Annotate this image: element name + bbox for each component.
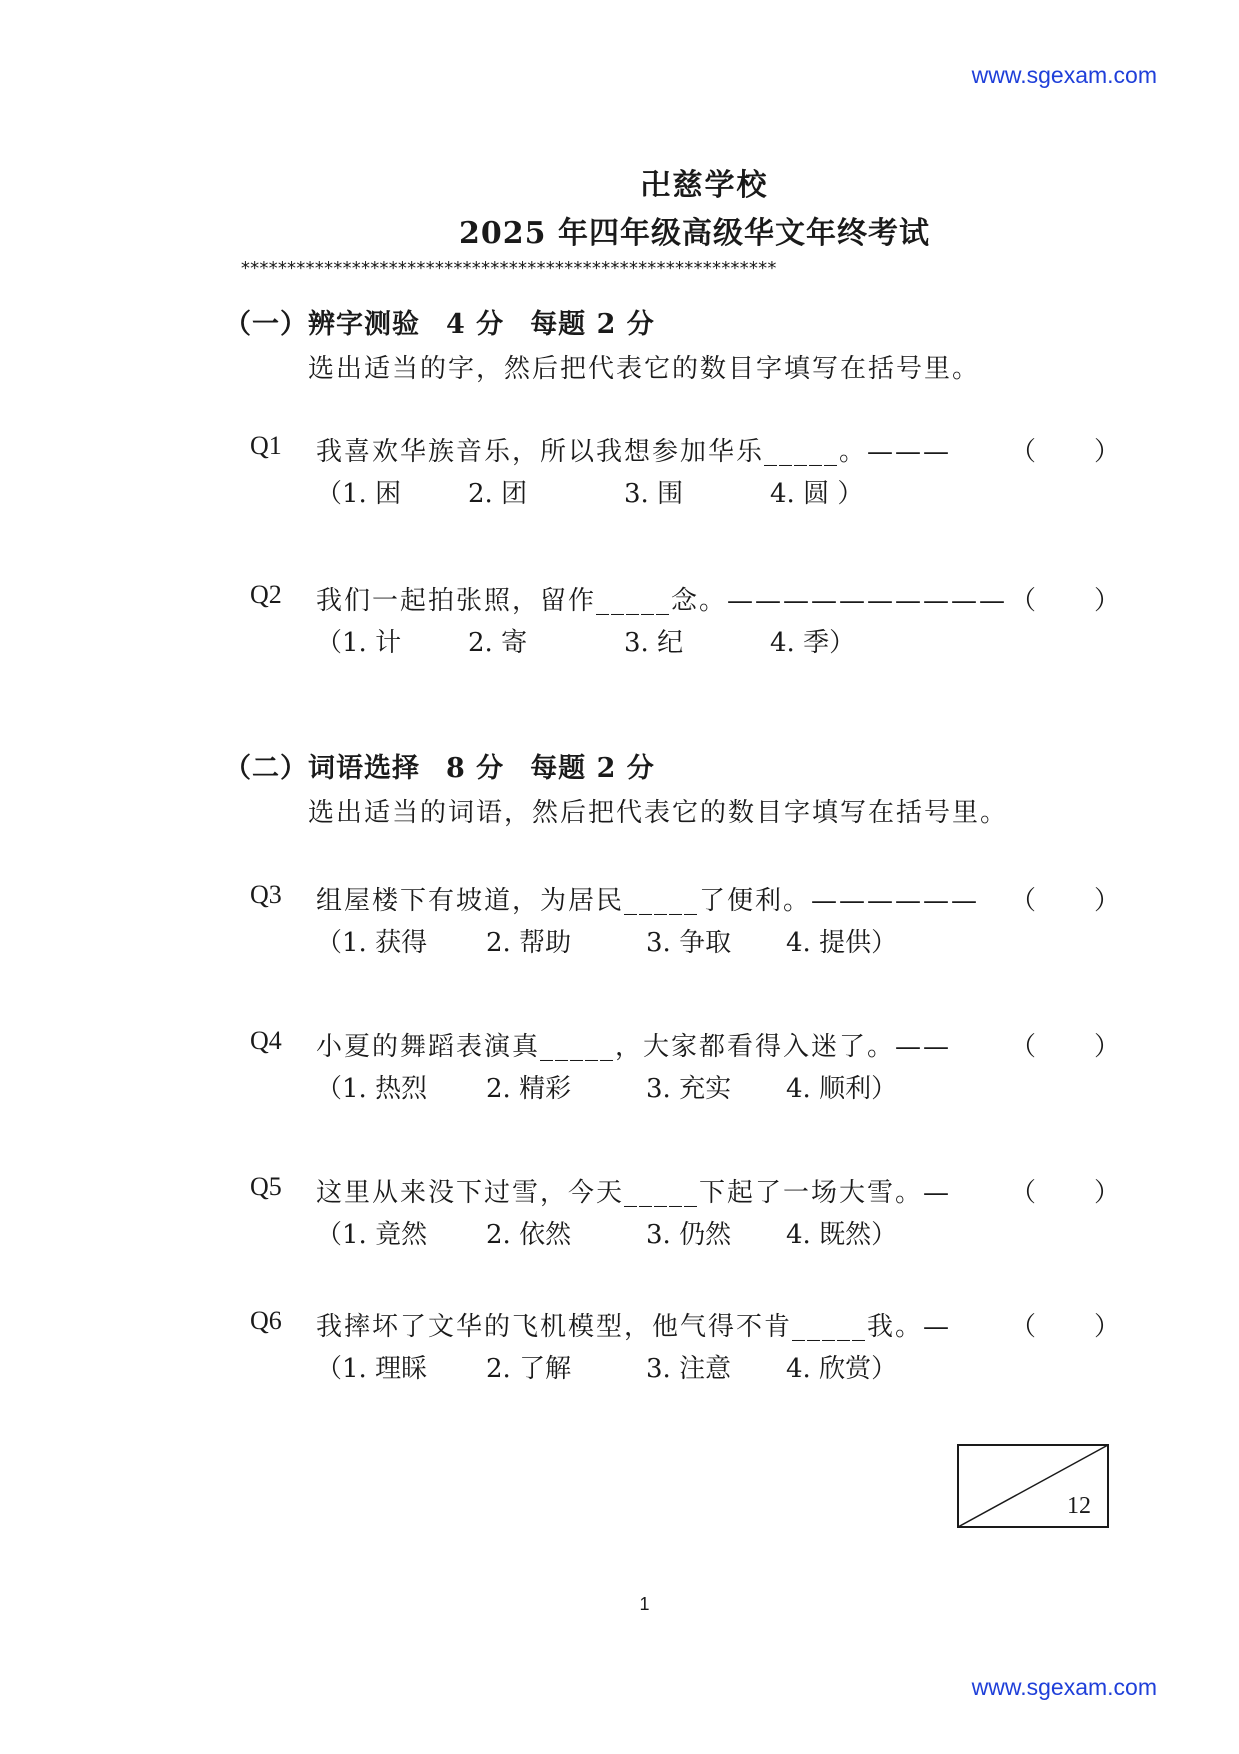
option-3: 3. 仍然	[646, 1220, 732, 1250]
section-2-total: 8 分	[446, 753, 505, 784]
section-1-number: （一）	[224, 309, 308, 340]
option-3: 3. 围	[624, 479, 684, 509]
score-total: 12	[1067, 1493, 1091, 1519]
section-2-number: （二）	[224, 753, 308, 784]
option-2: 2. 依然	[486, 1220, 572, 1250]
school-name: 卍慈学校	[640, 168, 769, 203]
exam-title: 2025 年四年级高级华文年终考试	[459, 216, 930, 251]
question-sentence: 我摔坏了文华的飞机模型，他气得不肯_____我。—	[316, 1312, 952, 1342]
section-2-name: 词语选择	[308, 753, 420, 784]
option-4: 4. 季）	[770, 628, 856, 658]
question-q1: Q1 我喜欢华族音乐，所以我想参加华乐_____。——— （ ） （1. 困 2. 团 3. 围 4. 圆 ）	[250, 431, 1120, 509]
section-2-each: 每题 2 分	[530, 753, 655, 784]
option-2: 2. 了解	[486, 1354, 572, 1384]
page-number: 1	[639, 1594, 650, 1614]
question-q6: Q6 我摔坏了文华的飞机模型，他气得不肯_____我。— （ ） （1. 理睬 2. 了解 3. 注意 4. 欣赏）	[250, 1306, 1120, 1384]
option-4: 4. 顺利）	[786, 1074, 898, 1104]
question-options	[316, 922, 897, 959]
question-label: Q2	[250, 580, 282, 609]
question-label: Q5	[250, 1172, 282, 1201]
question-label: Q1	[250, 431, 282, 460]
option-1: （1. 获得	[316, 928, 428, 958]
option-4: 4. 既然）	[786, 1220, 898, 1250]
question-q5: Q5 这里从来没下过雪，今天_____下起了一场大雪。— （ ） （1. 竟然 2. 依然 3. 仍然 4. 既然）	[250, 1172, 1120, 1250]
section-2-heading	[224, 746, 655, 785]
star-divider: **********************************************************	[240, 258, 776, 279]
question-options	[316, 622, 855, 659]
option-3: 3. 纪	[624, 628, 684, 658]
question-q2: Q2 我们一起拍张照，留作_____念。—————————— （ ） （1. 计 2. 寄 3. 纪 4. 季）	[250, 580, 1120, 658]
option-1: （1. 理睬	[316, 1354, 428, 1384]
watermark-bottom[interactable]: www.sgexam.com	[971, 1674, 1157, 1700]
section-1-name: 辨字测验	[308, 309, 420, 340]
question-sentence: 我们一起拍张照，留作_____念。——————————	[316, 586, 1008, 616]
option-1: （1. 热烈	[316, 1074, 428, 1104]
option-2: 2. 帮助	[486, 928, 572, 958]
section-1-instruction: 选出适当的字，然后把代表它的数目字填写在括号里。	[308, 354, 981, 384]
question-sentence: 小夏的舞蹈表演真_____，大家都看得入迷了。——	[316, 1032, 952, 1062]
option-2: 2. 寄	[468, 628, 528, 658]
section-2-instruction: 选出适当的词语，然后把代表它的数目字填写在括号里。	[308, 798, 1009, 828]
option-2: 2. 精彩	[486, 1074, 572, 1104]
option-2: 2. 团	[468, 479, 528, 509]
question-label: Q6	[250, 1306, 282, 1335]
question-label: Q3	[250, 880, 282, 909]
watermark-top[interactable]: www.sgexam.com	[971, 62, 1157, 88]
question-label: Q4	[250, 1026, 282, 1055]
question-sentence: 组屋楼下有坡道，为居民_____了便利。——————	[316, 886, 980, 916]
option-1: （1. 困	[316, 479, 402, 509]
score-box	[957, 1444, 1109, 1528]
question-q4: Q4 小夏的舞蹈表演真_____，大家都看得入迷了。—— （ ） （1. 热烈 2. 精彩 3. 充实 4. 顺利）	[250, 1026, 1120, 1104]
option-4: 4. 欣赏）	[786, 1354, 898, 1384]
option-1: （1. 竟然	[316, 1220, 428, 1250]
option-3: 3. 争取	[646, 928, 732, 958]
question-sentence: 这里从来没下过雪，今天_____下起了一场大雪。—	[316, 1178, 952, 1208]
question-options	[316, 1214, 897, 1251]
option-3: 3. 充实	[646, 1074, 732, 1104]
question-options	[316, 473, 863, 510]
option-4: 4. 提供）	[786, 928, 898, 958]
option-1: （1. 计	[316, 628, 402, 658]
section-1-each: 每题 2 分	[530, 309, 655, 340]
option-3: 3. 注意	[646, 1354, 732, 1384]
question-q3: Q3 组屋楼下有坡道，为居民_____了便利。—————— （ ） （1. 获得 2. 帮助 3. 争取 4. 提供）	[250, 880, 1120, 958]
option-4: 4. 圆 ）	[770, 479, 864, 509]
section-1-total: 4 分	[446, 309, 505, 340]
question-options	[316, 1068, 897, 1105]
question-options	[316, 1348, 897, 1385]
question-sentence: 我喜欢华族音乐，所以我想参加华乐_____。———	[316, 437, 952, 467]
section-1-heading	[224, 302, 655, 341]
